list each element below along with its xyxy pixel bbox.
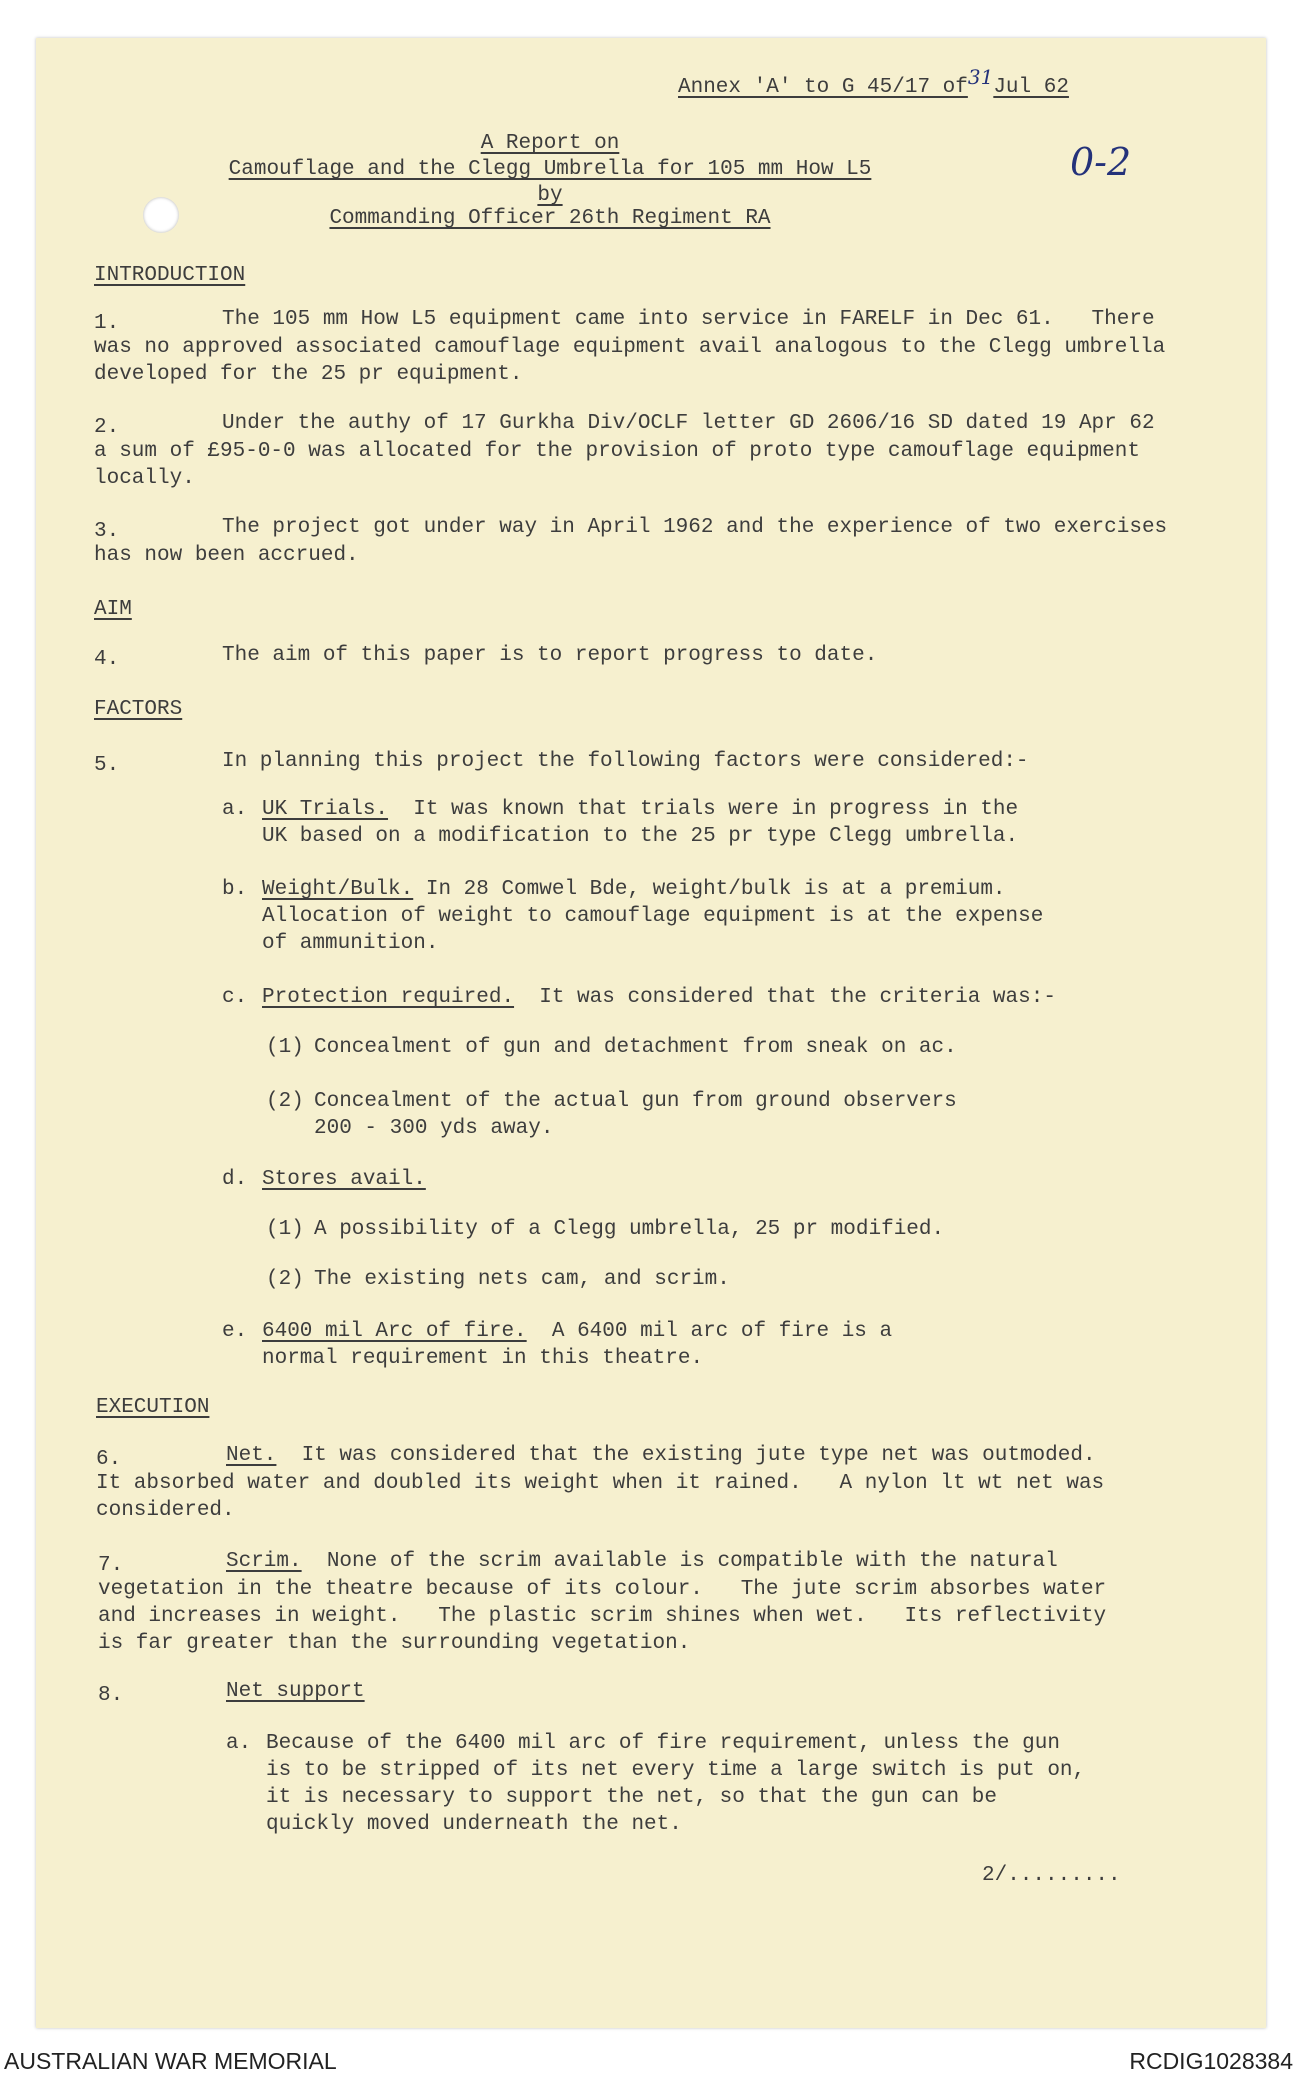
para-7-line-3: and increases in weight. The plastic scrim shines when wet. Its reflectivity bbox=[98, 1605, 1107, 1628]
para-7-line-4: is far greater than the surrounding vegetation. bbox=[98, 1632, 691, 1655]
para-1-line-2: was no approved associated camouflage equipment avail analogous to the Clegg umbrella bbox=[94, 336, 1166, 359]
para-8a-line-3: it is necessary to support the net, so that the gun can be bbox=[266, 1786, 997, 1809]
para-5d-heading: Stores avail. bbox=[262, 1168, 426, 1191]
para-5d-letter: d. bbox=[222, 1168, 248, 1191]
para-1-line-3: developed for the 25 pr equipment. bbox=[94, 363, 523, 386]
para-6-text: It was considered that the existing jute type net was outmoded. bbox=[276, 1444, 1096, 1467]
para-5a-line-1 bbox=[262, 796, 1018, 823]
para-8a-letter: a. bbox=[226, 1732, 252, 1755]
para-5d2-line-1: The existing nets cam, and scrim. bbox=[314, 1268, 730, 1291]
para-3-line-2: has now been accrued. bbox=[94, 544, 359, 567]
para-3-line-1: The project got under way in April 1962 and the experience of two exercises bbox=[222, 516, 1168, 539]
section-heading-introduction: INTRODUCTION bbox=[94, 264, 246, 287]
para-2-line-3: locally. bbox=[94, 467, 195, 490]
para-6-line-1 bbox=[226, 1442, 1096, 1469]
para-5c-letter: c. bbox=[222, 986, 248, 1009]
para-4-line-1: The aim of this paper is to report progress to date. bbox=[222, 644, 878, 667]
para-5a-letter: a. bbox=[222, 798, 248, 821]
para-5c2-line-2: 200 - 300 yds away. bbox=[314, 1117, 554, 1140]
para-7-line-2: vegetation in the theatre because of its colour. The jute scrim absorbes water bbox=[98, 1578, 1107, 1601]
para-5e-line-2: normal requirement in this theatre. bbox=[262, 1347, 704, 1370]
para-6-number: 6. bbox=[96, 1448, 122, 1471]
para-5a-line-2: UK based on a modification to the 25 pr type Clegg umbrella. bbox=[262, 825, 1019, 848]
section-heading-execution: EXECUTION bbox=[96, 1396, 210, 1419]
para-5c2-line-1: Concealment of the actual gun from ground observers bbox=[314, 1090, 957, 1113]
para-7-line-1 bbox=[226, 1548, 1058, 1575]
para-7-number: 7. bbox=[98, 1554, 124, 1577]
title-line-3: by bbox=[537, 184, 563, 207]
para-5e-heading: 6400 mil Arc of fire. bbox=[262, 1320, 527, 1343]
para-6-line-2: It absorbed water and doubled its weight when it rained. A nylon lt wt net was bbox=[96, 1472, 1105, 1495]
para-2-line-1: Under the authy of 17 Gurkha Div/OCLF letter GD 2606/16 SD dated 19 Apr 62 bbox=[222, 412, 1155, 435]
title-line-1: A Report on bbox=[480, 132, 620, 155]
para-6-heading: Net. bbox=[226, 1444, 277, 1467]
para-5a-heading: UK Trials. bbox=[262, 798, 389, 821]
para-5-number: 5. bbox=[94, 754, 120, 777]
para-5e-line-1 bbox=[262, 1318, 892, 1345]
para-1-line-1: The 105 mm How L5 equipment came into service in FARELF in Dec 61. There bbox=[222, 308, 1155, 331]
para-5a-text: It was known that trials were in progress in the bbox=[388, 798, 1019, 821]
para-5d1-number: (1) bbox=[266, 1218, 304, 1241]
footer-identifier: RCDIG1028384 bbox=[1129, 2048, 1293, 2074]
para-6-line-3: considered. bbox=[96, 1499, 235, 1522]
para-5c-text: It was considered that the criteria was:- bbox=[514, 986, 1056, 1009]
para-7-text: None of the scrim available is compatible with the natural bbox=[301, 1550, 1058, 1573]
para-3-number: 3. bbox=[94, 520, 120, 543]
para-1-number: 1. bbox=[94, 312, 120, 335]
title-line-2: Camouflage and the Clegg Umbrella for 105 mm How L5 bbox=[228, 158, 872, 181]
para-5b-line-1 bbox=[262, 876, 1006, 903]
handwritten-note: 0-2 bbox=[1070, 140, 1132, 184]
para-5e-text: A 6400 mil arc of fire is a bbox=[526, 1320, 893, 1343]
para-5c2-number: (2) bbox=[266, 1090, 304, 1113]
para-5b-letter: b. bbox=[222, 878, 248, 901]
section-heading-factors: FACTORS bbox=[94, 698, 183, 721]
para-5d1-line-1: A possibility of a Clegg umbrella, 25 pr modified. bbox=[314, 1218, 945, 1241]
annex-day-handwritten: 31 bbox=[967, 65, 994, 89]
annex-suffix: Jul 62 bbox=[993, 76, 1069, 99]
para-5d2-number: (2) bbox=[266, 1268, 304, 1291]
para-2-line-2: a sum of £95-0-0 was allocated for the provision of proto type camouflage equipment bbox=[94, 440, 1140, 463]
para-5b-heading: Weight/Bulk. bbox=[262, 878, 414, 901]
para-8a-line-1: Because of the 6400 mil arc of fire requirement, unless the gun bbox=[266, 1732, 1060, 1755]
para-5b-text: In 28 Comwel Bde, weight/bulk is at a premium. bbox=[413, 878, 1006, 901]
title-line-4: Commanding Officer 26th Regiment RA bbox=[329, 207, 771, 230]
para-8-heading: Net support bbox=[226, 1680, 365, 1703]
annex-prefix: Annex 'A' to G 45/17 of bbox=[678, 76, 968, 99]
para-5e-letter: e. bbox=[222, 1320, 248, 1343]
para-4-number: 4. bbox=[94, 648, 120, 671]
para-5-line-1: In planning this project the following factors were considered:- bbox=[222, 750, 1029, 773]
para-8a-line-2: is to be stripped of its net every time a large switch is put on, bbox=[266, 1759, 1086, 1782]
para-8-number: 8. bbox=[98, 1684, 124, 1707]
para-5c-heading: Protection required. bbox=[262, 986, 515, 1009]
section-heading-aim: AIM bbox=[94, 598, 132, 621]
para-2-number: 2. bbox=[94, 416, 120, 439]
para-5c1-number: (1) bbox=[266, 1036, 304, 1059]
para-5b-line-3: of ammunition. bbox=[262, 932, 439, 955]
para-5c-line-1 bbox=[262, 984, 1056, 1011]
annex-reference bbox=[678, 65, 1069, 101]
para-7-heading: Scrim. bbox=[226, 1550, 302, 1573]
para-5b-line-2: Allocation of weight to camouflage equipment is at the expense bbox=[262, 905, 1044, 928]
footer-source: AUSTRALIAN WAR MEMORIAL bbox=[4, 2048, 337, 2074]
para-5c1-line-1: Concealment of gun and detachment from sneak on ac. bbox=[314, 1036, 957, 1059]
page-continuation: 2/......... bbox=[982, 1864, 1121, 1887]
para-8a-line-4: quickly moved underneath the net. bbox=[266, 1813, 682, 1836]
